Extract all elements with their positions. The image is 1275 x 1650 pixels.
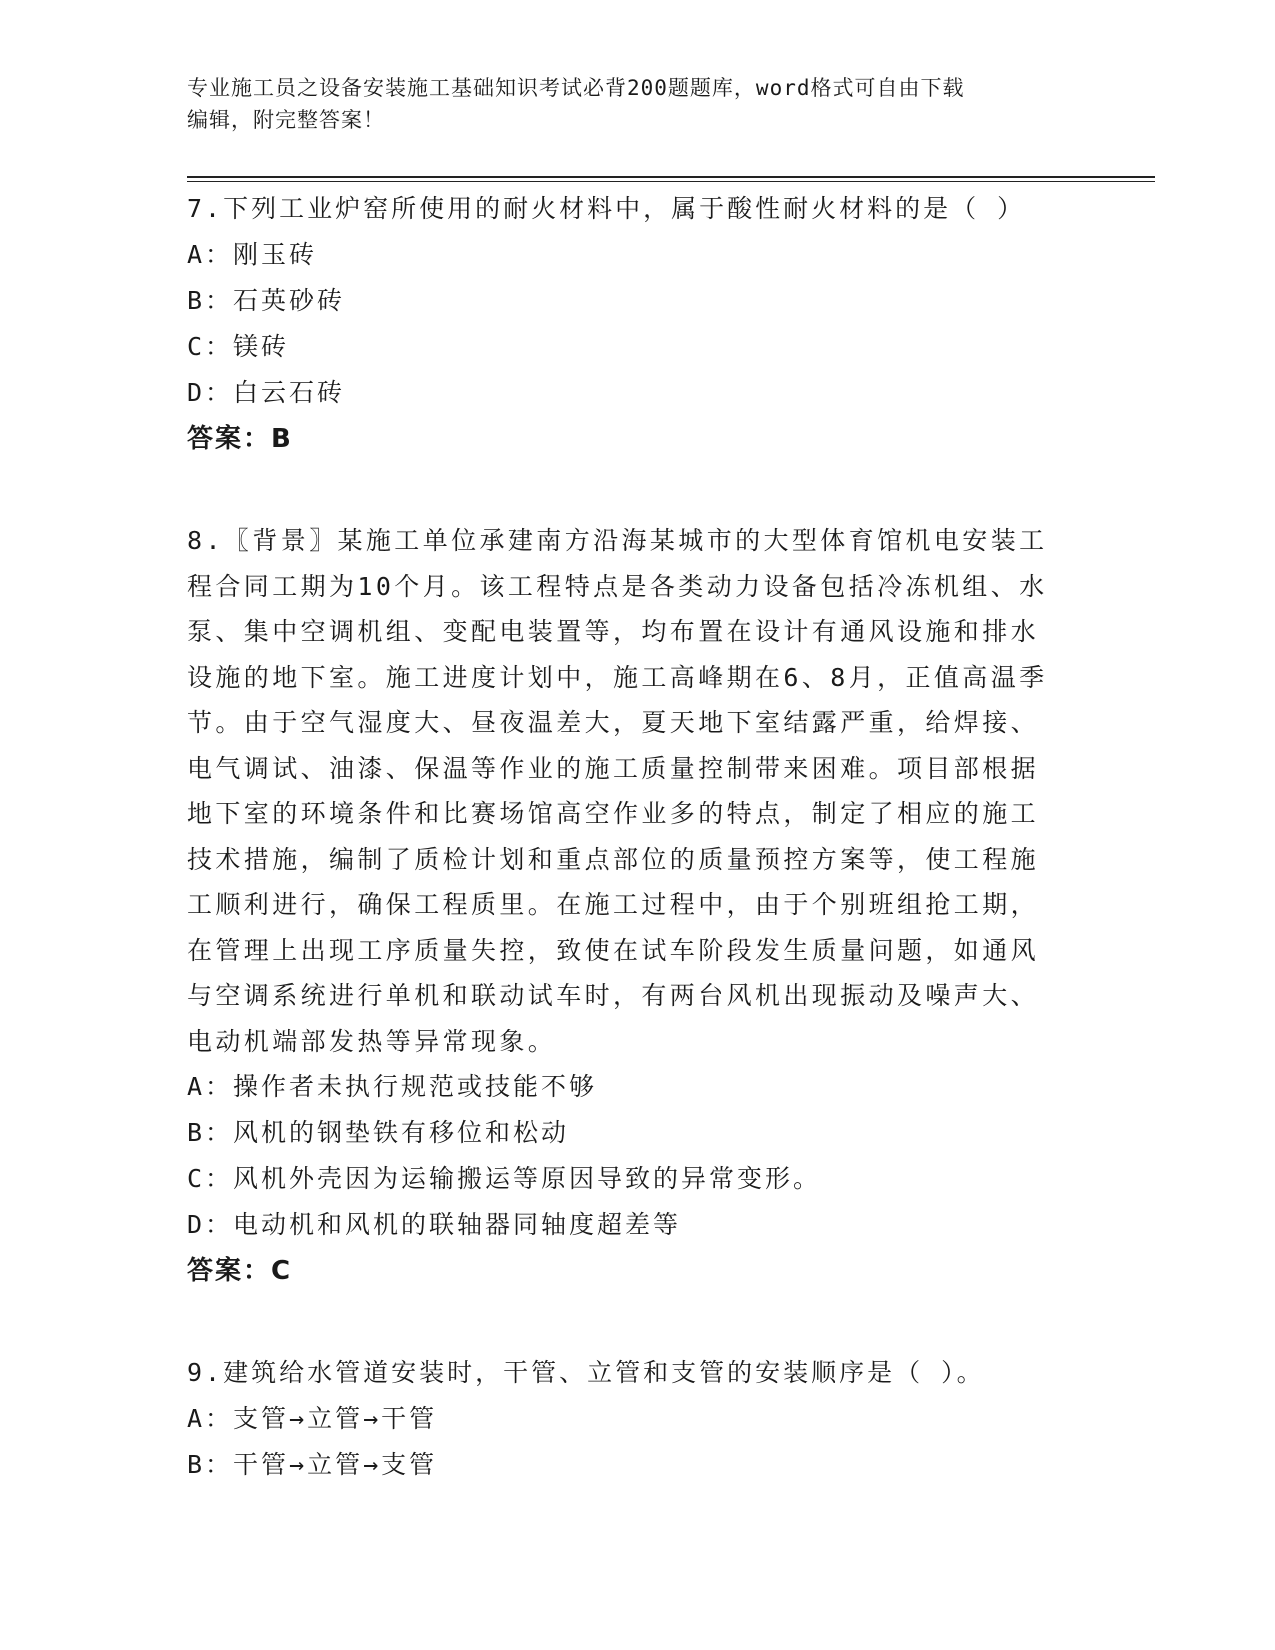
option-a: A：刚玉砖 <box>187 240 318 269</box>
question-stem-line: 电气调试、油漆、保温等作业的施工质量控制带来困难。项目部根据 <box>187 753 1040 783</box>
answer-label: 答案：B <box>187 424 293 454</box>
header-title-line-2: 编辑，附完整答案！ <box>187 108 385 132</box>
question-spacer <box>187 462 1087 518</box>
option-d: D：电动机和风机的联轴器同轴度超差等 <box>187 1210 682 1239</box>
option-b: B：干管→立管→支管 <box>187 1450 438 1479</box>
header-divider-thick <box>187 176 1155 178</box>
option-b: B：风机的钢垫铁有移位和松动 <box>187 1118 570 1147</box>
option-c: C：镁砖 <box>187 332 290 361</box>
answer-label: 答案：C <box>187 1256 293 1286</box>
option-d: D：白云石砖 <box>187 378 346 407</box>
question-stem <box>187 518 1087 1064</box>
question-stem-line: 工顺利进行，确保工程质里。在施工过程中，由于个别班组抢工期， <box>187 890 1040 919</box>
question-stem-line: 在管理上出现工序质量失控，致使在试车阶段发生质量问题，如通风 <box>187 935 1040 965</box>
header-title-line-1: 专业施工员之设备安装施工基础知识考试必背200题题库，word格式可自由下载 <box>187 76 965 100</box>
question-list <box>187 186 1087 1488</box>
question-stem-line: 地下室的环境条件和比赛场馆高空作业多的特点，制定了相应的施工 <box>187 799 1040 828</box>
question-stem: 7.下列工业炉窑所使用的耐火材料中，属于酸性耐火材料的是（ ） <box>187 194 1026 223</box>
question-stem-line: 与空调系统进行单机和联动试车时，有两台风机出现振动及噪声大、 <box>187 981 1040 1010</box>
question-stem-line: 8.〖背景〗某施工单位承建南方沿海某城市的大型体育馆机电安装工 <box>187 526 1048 555</box>
question-stem-line: 电动机端部发热等异常现象。 <box>187 1026 557 1056</box>
question-stem: 9.建筑给水管道安装时，干管、立管和支管的安装顺序是（ ）。 <box>187 1358 985 1387</box>
option-a: A：支管→立管→干管 <box>187 1404 438 1433</box>
question-9 <box>187 1350 1087 1488</box>
option-a: A：操作者未执行规范或技能不够 <box>187 1072 598 1101</box>
option-b: B：石英砂砖 <box>187 286 346 315</box>
option-c: C：风机外壳因为运输搬运等原因导致的异常变形。 <box>187 1164 822 1193</box>
question-stem-line: 泵、集中空调机组、变配电装置等，均布置在设计有通风设施和排水 <box>187 617 1040 646</box>
question-8 <box>187 518 1087 1294</box>
header-divider-thin <box>187 181 1155 182</box>
document-header <box>187 72 1087 136</box>
question-stem-line: 技术措施，编制了质检计划和重点部位的质量预控方案等，使工程施 <box>187 844 1040 874</box>
question-stem-line: 节。由于空气湿度大、昼夜温差大，夏天地下室结露严重，给焊接、 <box>187 708 1040 737</box>
question-7 <box>187 186 1087 462</box>
question-spacer <box>187 1294 1087 1350</box>
question-stem-line: 程合同工期为10个月。该工程特点是各类动力设备包括冷冻机组、水 <box>187 571 1048 601</box>
question-stem-line: 设施的地下室。施工进度计划中，施工高峰期在6、8月，正值高温季 <box>187 662 1048 692</box>
